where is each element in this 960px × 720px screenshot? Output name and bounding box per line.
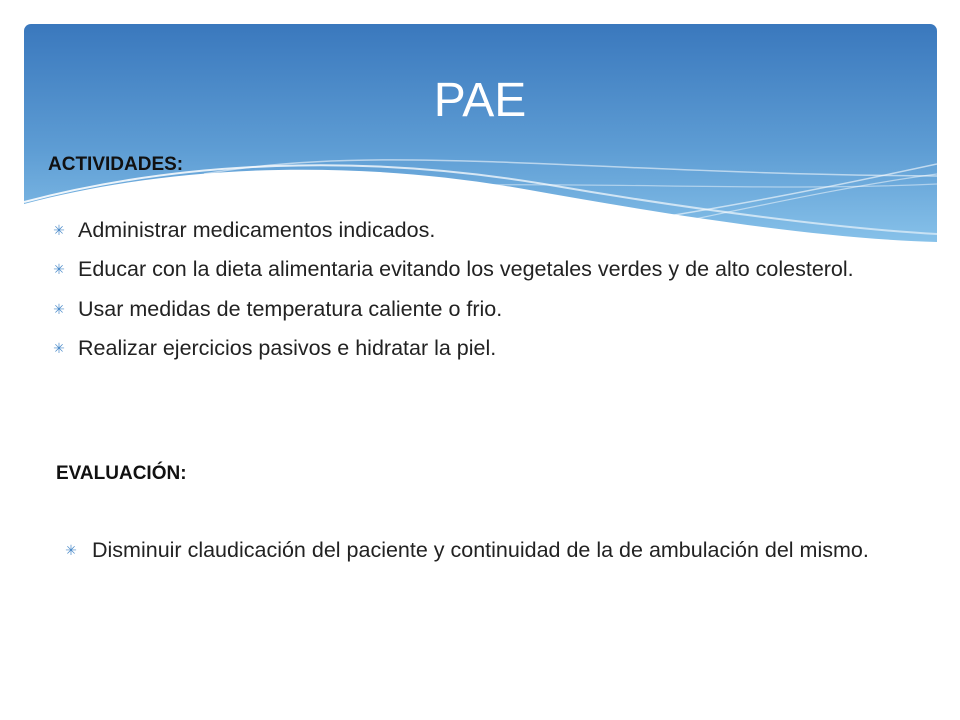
- list-item: [62, 534, 892, 567]
- evaluacion-heading: EVALUACIÓN:: [56, 463, 187, 484]
- list-item: [50, 293, 890, 326]
- list-item: [50, 332, 890, 365]
- asterisk-icon: ✳: [65, 542, 77, 558]
- list-item-text: Administrar medicamentos indicados.: [78, 218, 436, 242]
- list-item: [50, 214, 890, 247]
- list-item-text: Realizar ejercicios pasivos e hidratar la piel.: [78, 336, 497, 360]
- asterisk-icon: ✳: [53, 301, 65, 317]
- asterisk-icon: ✳: [53, 261, 65, 277]
- list-item: [50, 253, 890, 286]
- asterisk-icon: ✳: [53, 222, 65, 238]
- list-item-text: Educar con la dieta alimentaria evitando los vegetales verdes y de alto colesterol.: [78, 257, 854, 281]
- actividades-list: [50, 214, 890, 371]
- list-item-text: Usar medidas de temperatura caliente o frio.: [78, 297, 503, 321]
- actividades-heading: ACTIVIDADES:: [48, 154, 184, 175]
- evaluacion-list: [62, 534, 892, 567]
- slide-title: PAE: [433, 74, 527, 127]
- asterisk-icon: ✳: [53, 340, 65, 356]
- list-item-text: Disminuir claudicación del paciente y continuidad de la de ambulación del mismo.: [92, 538, 869, 562]
